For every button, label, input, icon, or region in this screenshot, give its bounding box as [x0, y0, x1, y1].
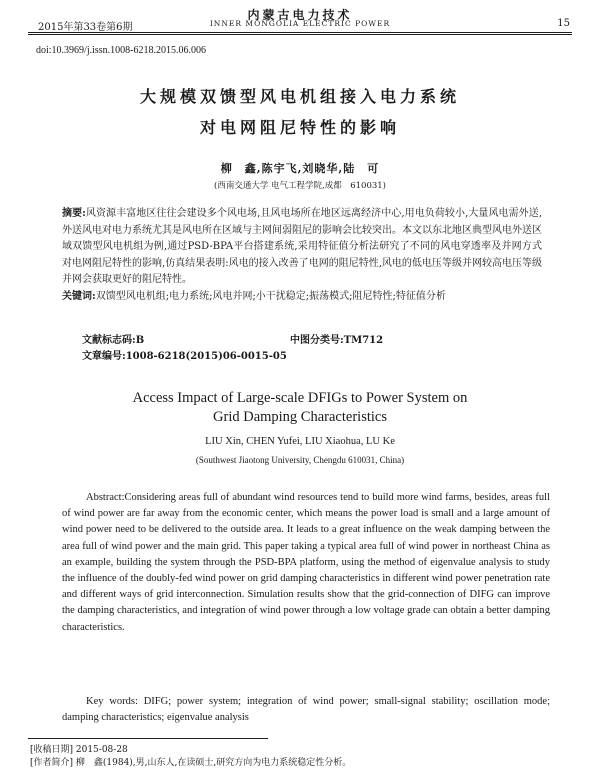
document-code-value: B [135, 335, 145, 346]
journal-name-cn: 内蒙古电力技术 [247, 8, 353, 22]
abstract-en-text: Considering areas full of abundant wind resources tend to build more wind farms, besides, areas full of wind power are far away from the economic center, which means the power load is small and a large amount of wind power need to be delivered to the outside area. It leads to a great influence on the weak damping between the area full of wind power and the main grid. This paper taking a typical area full of wind power in northeast China as an example, building the system through the PSD-BPA platform, using the method of eigenvalue analysis to study the influence of the doubly-fed wind power on grid damping characteristics in different wind power penetration rate and different ways of grid interconnection. Simulation results show that the grid-connection of DIFG can improve the damping characteristics, and integration of wind power through a low voltage grade can obtain a better damping characteristics. [62, 492, 550, 633]
page-number: 15 [557, 18, 570, 29]
affiliation-cn: (西南交通大学 电气工程学院,成都 610031) [214, 181, 386, 191]
title-cn-line2: 对电网阻尼特性的影响 [199, 118, 400, 137]
abstract-cn-text: 风资源丰富地区往往会建设多个风电场,且风电场所在地区远离经济中心,用电负荷较小,大量风电需外送,外送风电对电力系统尤其是风电所在区域与主网间弱阻尼的影响会比较突出。本文以东北地区典型风电外送区域双馈型风电机组为例,通过PSD-BPA平台搭建系统,采用特征值分析法研究了不同的风电穿透率及并网方式对电网阻尼特性的影响,仿真结果表明:风电的接入改善了电网的阻尼特性,风电的低电压等级并网较高电压等级并网会获取更好的阻尼特性。 [62, 208, 542, 285]
abstract-en [62, 490, 550, 636]
keywords-cn-label: 关键词: [62, 290, 96, 302]
doi: doi:10.3969/j.issn.1008-6218.2015.06.006 [36, 45, 207, 56]
abstract-en-label: Abstract: [86, 492, 125, 503]
classification-label: 中图分类号: [290, 335, 344, 346]
document-code [82, 331, 144, 346]
article-number [82, 347, 287, 362]
journal-name-en: INNER MONGOLIA ELECTRIC POWER [209, 19, 391, 28]
header-rule-bottom [28, 34, 572, 35]
affiliation-en: (Southwest Jiaotong University, Chengdu 610031, China) [195, 455, 405, 465]
document-code-label: 文献标志码: [82, 335, 136, 346]
title-en-line2: Grid Damping Characteristics [213, 409, 387, 425]
footnote-author-info: [作者简介] 柳 鑫(1984),男,山东人,在读硕士,研究方向为电力系统稳定性分析。 [30, 758, 352, 768]
footnote-received: [收稿日期] 2015-08-28 [30, 745, 128, 755]
keywords-en-text: DIFG; power system; integration of wind power; small-signal stability; oscillation mode; damping characteristics; eigenvalue analysis [62, 696, 550, 724]
header-rule-top [28, 32, 572, 33]
keywords-cn-text: 双馈型风电机组;电力系统;风电并网;小干扰稳定;振荡模式;阻尼特性;特征值分析 [95, 290, 446, 302]
keywords-en [62, 694, 550, 726]
abstract-cn-label: 摘要: [62, 208, 86, 219]
title-cn-line1: 大规模双馈型风电机组接入电力系统 [139, 87, 460, 106]
issue-info: 2015年第33卷第6期 [38, 22, 133, 33]
authors-en: LIU Xin, CHEN Yufei, LIU Xiaohua, LU Ke [205, 436, 395, 447]
keywords-en-label: Key words: [86, 696, 138, 707]
abstract-cn [62, 206, 542, 305]
authors-cn: 柳 鑫,陈宇飞,刘晓华,陆 可 [220, 162, 380, 175]
article-number-value: 1008-6218(2015)06-0015-05 [125, 351, 287, 362]
article-number-label: 文章编号: [82, 351, 126, 362]
classification-number [290, 331, 383, 346]
footnote-rule [28, 738, 268, 739]
classification-value: TM712 [343, 335, 384, 346]
title-en-line1: Access Impact of Large-scale DFIGs to Power System on [132, 390, 468, 406]
